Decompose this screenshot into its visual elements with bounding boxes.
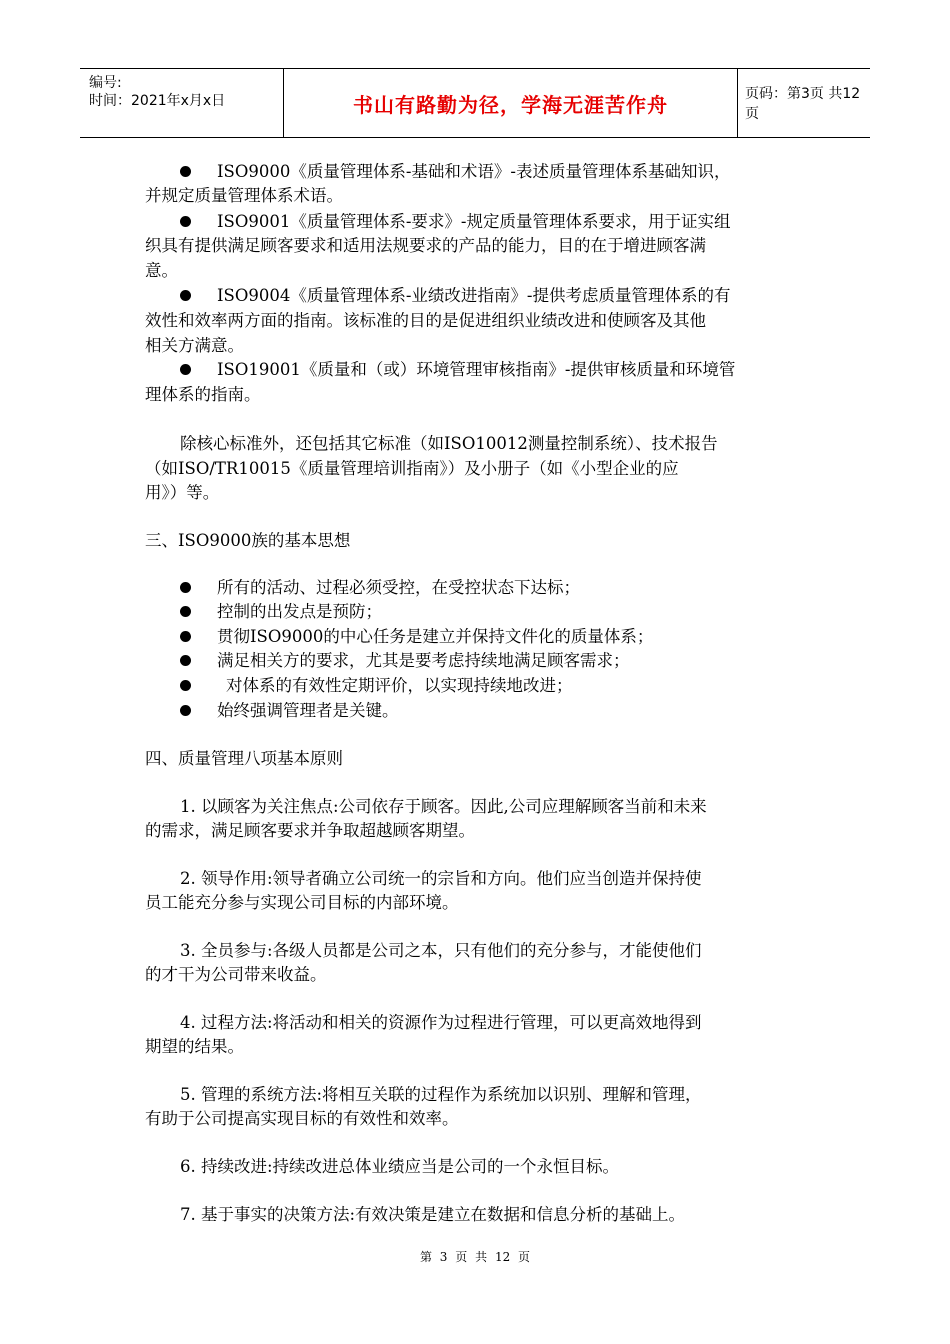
date-label: 时间：2021年x月x日 <box>89 93 226 109</box>
para1-line2: 用》）等。 <box>145 483 220 502</box>
header-table <box>80 68 870 138</box>
principle-2-line1: 员工能充分参与实现公司目标的内部环境。 <box>145 893 459 912</box>
bullet2-3: 满足相关方的要求，尤其是要考虑持续地满足顾客需求； <box>217 651 630 670</box>
bullet2-5: 始终强调管理者是关键。 <box>217 701 399 720</box>
principle-4-line0: 4. 过程方法:将活动和相关的资源作为过程进行管理，可以更高效地得到 <box>180 1013 702 1032</box>
footer-total-pages: 12 <box>494 1250 511 1264</box>
header-info-cell <box>80 69 283 137</box>
bullet-dot <box>180 606 191 617</box>
bullet-dot <box>180 290 191 301</box>
para1-line0: 除核心标准外，还包括其它标准（如ISO10012测量控制系统）、技术报告 <box>180 434 718 453</box>
principle-4-line1: 期望的结果。 <box>145 1037 244 1056</box>
bullet2-4: 对体系的有效性定期评价，以实现持续地改进； <box>226 676 573 695</box>
footer-word-gong: 共 <box>475 1250 488 1264</box>
bullet-dot <box>180 631 191 642</box>
para1-line1: （如ISO/TR10015《质量管理培训指南》）及小册子（如《小型企业的应 <box>145 459 679 478</box>
bullet-dot <box>180 582 191 593</box>
principle-6-line0: 6. 持续改进:持续改进总体业绩应当是公司的一个永恒目标。 <box>180 1157 620 1176</box>
bullet2-2: 贯彻ISO9000的中心任务是建立并保持文件化的质量体系； <box>217 627 654 646</box>
bullet1-1-line1: 织具有提供满足顾客要求和适用法规要求的产品的能力，目的在于增进顾客满 <box>145 236 706 255</box>
principle-1-line1: 的需求，满足顾客要求并争取超越顾客期望。 <box>145 821 475 840</box>
principle-7-line0: 7. 基于事实的决策方法:有效决策是建立在数据和信息分析的基础上。 <box>180 1205 686 1224</box>
bullet2-1: 控制的出发点是预防； <box>217 602 382 621</box>
bullet1-1-line2: 意。 <box>145 261 178 280</box>
principle-5-line0: 5. 管理的系统方法:将相互关联的过程作为系统加以识别、理解和管理， <box>180 1085 702 1104</box>
bullet-dot <box>180 655 191 666</box>
principle-3-line0: 3. 全员参与:各级人员都是公司之本，只有他们的充分参与，才能使他们 <box>180 941 702 960</box>
bullet1-3-line1: 理体系的指南。 <box>145 385 261 404</box>
footer-word-ye: 页 <box>455 1250 468 1264</box>
principle-2-line0: 2. 领导作用:领导者确立公司统一的宗旨和方向。他们应当创造并保持使 <box>180 869 702 888</box>
bullet1-2-line2: 相关方满意。 <box>145 336 244 355</box>
bullet1-0-line1: 并规定质量管理体系术语。 <box>145 186 343 205</box>
motto: 书山有路勤为径，学海无涯苦作舟 <box>353 92 668 117</box>
bullet1-1-line0: ISO9001《质量管理体系-要求》-规定质量管理体系要求，用于证实组 <box>217 212 731 231</box>
bullet-dot <box>180 680 191 691</box>
number-label: 编号: <box>89 75 122 91</box>
header-page-cell <box>736 69 870 137</box>
page-footer <box>0 1248 950 1265</box>
principle-1-line0: 1. 以顾客为关注焦点:公司依存于顾客。因此,公司应理解顾客当前和未来 <box>180 797 707 816</box>
bullet-dot <box>180 166 191 177</box>
footer-word-ye2: 页 <box>518 1250 531 1264</box>
bullet1-2-line1: 效性和效率两方面的指南。该标准的目的是促进组织业绩改进和使顾客及其他 <box>145 311 706 330</box>
principle-3-line1: 的才干为公司带来收益。 <box>145 965 327 984</box>
header-motto-cell <box>283 69 738 137</box>
footer-page-number: 3 <box>439 1250 448 1264</box>
bullet-dot <box>180 216 191 227</box>
bullet2-0: 所有的活动、过程必须受控，在受控状态下达标； <box>217 578 580 597</box>
principle-5-line1: 有助于公司提高实现目标的有效性和效率。 <box>145 1109 459 1128</box>
bullet1-2-line0: ISO9004《质量管理体系-业绩改进指南》-提供考虑质量管理体系的有 <box>217 286 731 305</box>
bullet-dot <box>180 705 191 716</box>
bullet1-0-line0: ISO9000《质量管理体系-基础和术语》-表述质量管理体系基础知识， <box>217 162 731 181</box>
footer-word-di: 第 <box>419 1250 432 1264</box>
page-label: 页码：第3页 共12页 <box>745 86 861 122</box>
section4-title: 四、质量管理八项基本原则 <box>145 749 343 768</box>
bullet-dot <box>180 364 191 375</box>
bullet1-3-line0: ISO19001《质量和（或）环境管理审核指南》-提供审核质量和环境管 <box>217 360 736 379</box>
section3-title: 三、ISO9000族的基本思想 <box>145 531 351 550</box>
